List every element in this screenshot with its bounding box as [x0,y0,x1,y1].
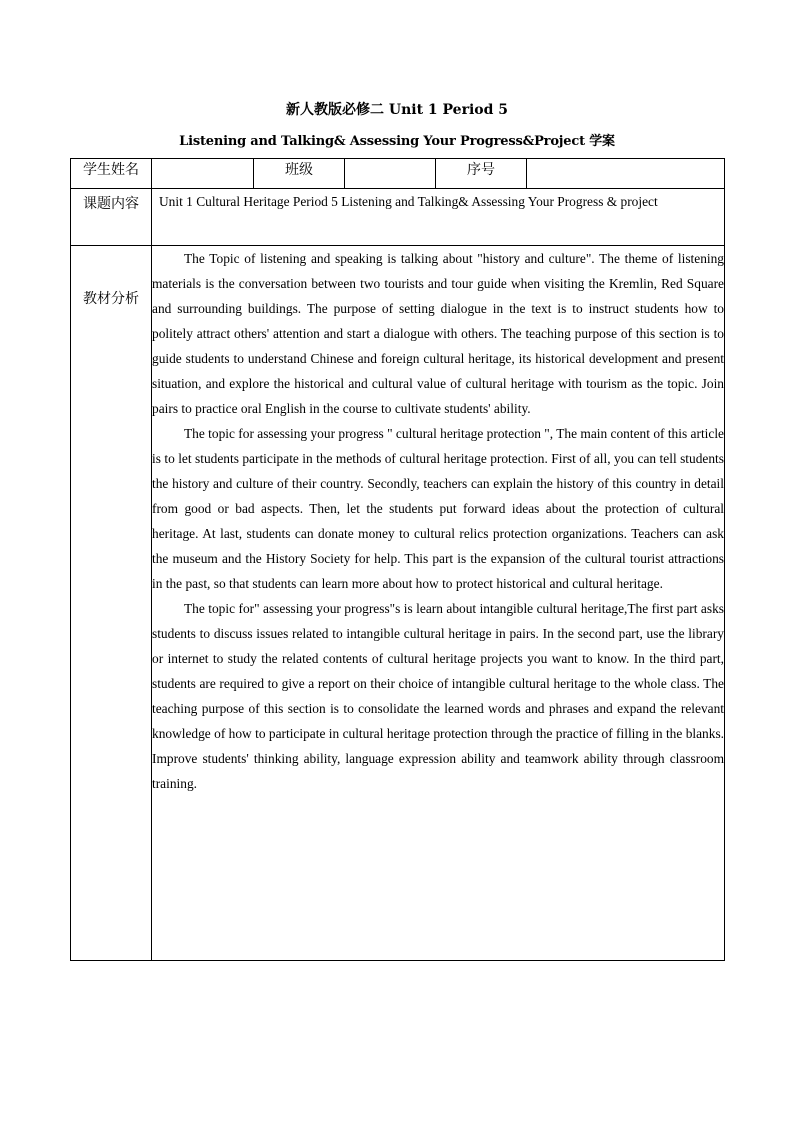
analysis-paragraph: The Topic of listening and speaking is talking about "history and culture". The theme of listening materials is the conversation between two tourists and tour guide when visiting the Kremlin, Red Square and surrounding buildings. The purpose of setting dialogue in the text is to instruct students how to politely attract others' attention and start a dialogue with others. The teaching purpose of this section is to guide students to understand Chinese and foreign cultural heritage, its historical development and present situation, and explore the historical and cultural value of cultural heritage with tourism as the topic. Join pairs to practice oral English in the course to cultivate students' ability. [152,251,724,416]
class-field[interactable] [345,159,436,189]
analysis-label: 教材分析 [71,246,152,961]
analysis-row [71,246,725,961]
seat-number-label: 序号 [436,159,527,189]
seat-number-field[interactable] [527,159,725,189]
analysis-paragraph: The topic for assessing your progress " cultural heritage protection ", The main content of this article is to let students participate in the methods of cultural heritage protection. First of all, you can tell students the history and culture of their country. Secondly, teachers can explain the history of this country in detail from good or bad aspects. Then, let the students put forward ideas about the protection of cultural heritage. At last, students can donate money to cultural relics protection organizations. Teachers can ask the museum and the History Society for help. This part is the expansion of the cultural tourist attractions in the past, so that students can learn more about how to protect historical and cultural heritage. [152,426,724,591]
topic-content: Unit 1 Cultural Heritage Period 5 Listening and Talking& Assessing Your Progress & project [152,189,725,246]
analysis-paragraph: The topic for" assessing your progress"s is learn about intangible cultural heritage,The first part asks students to discuss issues related to intangible cultural heritage in pairs. In the second part, use the library or internet to study the related contents of cultural heritage projects you want to know. In the third part, students are required to give a report on their choice of intangible cultural heritage to the whole class. The teaching purpose of this section is to consolidate the learned words and phrases and expand the relevant knowledge of how to participate in cultural heritage protection through the practice of filling in the blanks. Improve students' thinking ability, language expression ability and teamwork ability through classroom training. [152,601,724,791]
lesson-plan-table [70,158,725,961]
analysis-content [152,246,725,961]
topic-row [71,189,725,246]
student-info-row [71,159,725,189]
student-name-label: 学生姓名 [71,159,152,189]
topic-label: 课题内容 [71,189,152,246]
document-subtitle: Listening and Talking& Assessing Your Progress&Project 学案 [179,134,615,149]
document-title: 新人教版必修二 Unit 1 Period 5 [285,102,509,118]
student-name-field[interactable] [152,159,254,189]
class-label: 班级 [254,159,345,189]
